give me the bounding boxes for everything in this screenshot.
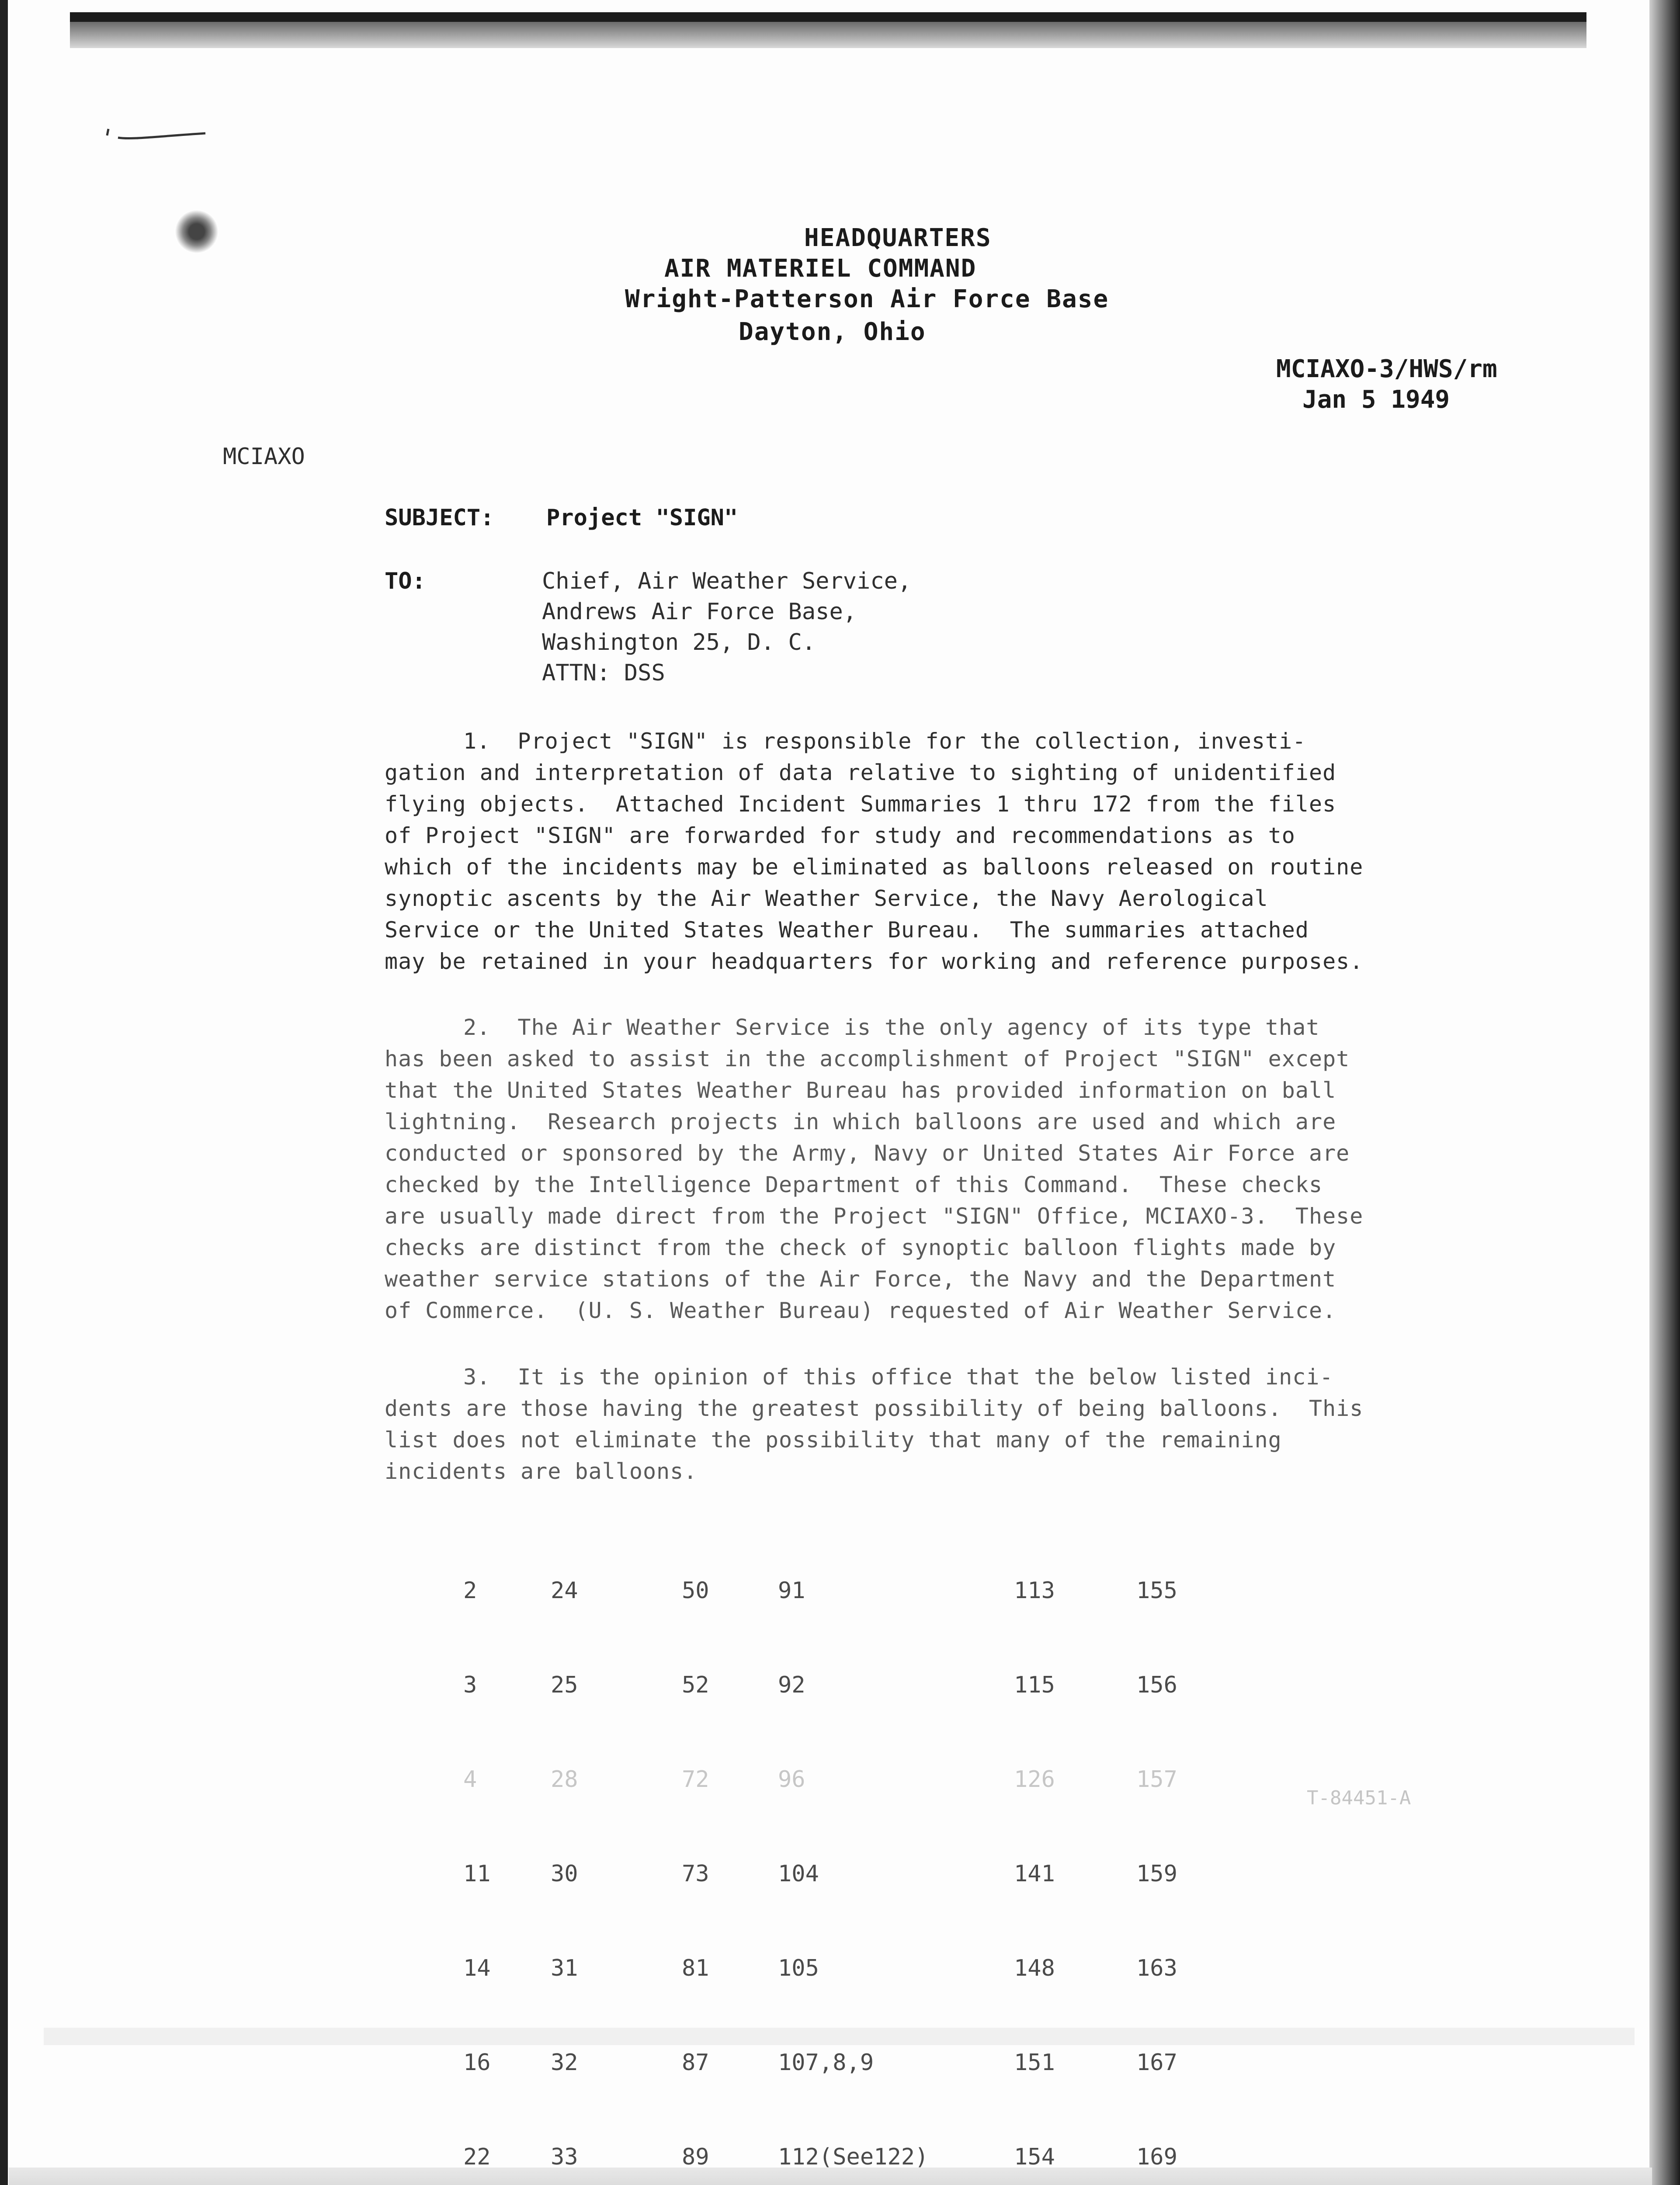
incident-number: 157 xyxy=(1136,1766,1177,1793)
to-line-4: ATTN: DSS xyxy=(542,660,665,686)
incident-number: 72 xyxy=(682,1766,709,1793)
incident-number: 30 xyxy=(551,1861,578,1887)
paragraph-2-line: has been asked to assist in the accomplishment of Project "SIGN" except xyxy=(385,1046,1350,1072)
incident-number: 3 xyxy=(463,1672,477,1698)
subject-label: SUBJECT: xyxy=(385,505,494,531)
scan-shadow-top xyxy=(70,22,1586,48)
incident-number: 105 xyxy=(778,1955,819,1981)
incident-number: 14 xyxy=(463,1955,491,1981)
paragraph-3-line: dents are those having the greatest possibility of being balloons. This xyxy=(385,1396,1364,1421)
scan-border-left xyxy=(0,0,8,2185)
to-label: TO: xyxy=(385,568,426,594)
paragraph-2-line: conducted or sponsored by the Army, Navy or United States Air Force are xyxy=(385,1141,1350,1166)
incident-number: 4 xyxy=(463,1766,477,1793)
incident-number: 167 xyxy=(1136,2050,1177,2076)
incident-number: 154 xyxy=(1014,2144,1055,2170)
incident-number: 33 xyxy=(551,2144,578,2170)
incident-number: 16 xyxy=(463,2050,491,2076)
incident-column-4 xyxy=(778,1512,928,2185)
incident-number: 52 xyxy=(682,1672,709,1698)
incident-number: 91 xyxy=(778,1578,805,1604)
paragraph-1-line: Service or the United States Weather Bureau. The summaries attached xyxy=(385,917,1309,943)
routing-symbol: MCIAXO xyxy=(223,444,305,470)
incident-number: 151 xyxy=(1014,2050,1055,2076)
paragraph-1-line: 1. Project "SIGN" is responsible for the collection, investi- xyxy=(463,728,1306,754)
letterhead-line-3: Wright-Patterson Air Force Base xyxy=(625,285,1109,313)
paragraph-2-line: lightning. Research projects in which balloons are used and which are xyxy=(385,1109,1336,1134)
incident-number: 169 xyxy=(1136,2144,1177,2170)
paragraph-1-line: flying objects. Attached Incident Summaries 1 thru 172 from the files xyxy=(385,791,1336,817)
incident-column-3 xyxy=(682,1512,736,2185)
incident-number: 92 xyxy=(778,1672,805,1698)
paragraph-3-line: 3. It is the opinion of this office that the below listed inci- xyxy=(463,1364,1333,1390)
incident-number: 89 xyxy=(682,2144,709,2170)
faded-file-number: T-84451-A xyxy=(1307,1787,1411,1809)
letterhead-line-4: Dayton, Ohio xyxy=(739,318,926,346)
incident-number: 113 xyxy=(1014,1578,1055,1604)
incident-number: 104 xyxy=(778,1861,819,1887)
paragraph-1-line: which of the incidents may be eliminated as balloons released on routine xyxy=(385,854,1364,880)
reference-symbol: MCIAXO-3/HWS/rm xyxy=(1276,355,1497,383)
incident-number: 115 xyxy=(1014,1672,1055,1698)
to-line-3: Washington 25, D. C. xyxy=(542,629,816,656)
paragraph-1-line: synoptic ascents by the Air Weather Service, the Navy Aerological xyxy=(385,886,1268,911)
incident-number: 31 xyxy=(551,1955,578,1981)
paragraph-2-line: checked by the Intelligence Department of this Command. These checks xyxy=(385,1172,1323,1197)
incident-number: 32 xyxy=(551,2050,578,2076)
paragraph-2-line: 2. The Air Weather Service is the only agency of its type that xyxy=(463,1015,1320,1040)
incident-number: 96 xyxy=(778,1766,805,1793)
incident-number: 156 xyxy=(1136,1672,1177,1698)
incident-number: 163 xyxy=(1136,1955,1177,1981)
paragraph-2-line: weather service stations of the Air Force, the Navy and the Department xyxy=(385,1266,1336,1292)
paragraph-3-line: list does not eliminate the possibility that many of the remaining xyxy=(385,1427,1282,1453)
incident-number: 28 xyxy=(551,1766,578,1793)
incident-number: 159 xyxy=(1136,1861,1177,1887)
pen-mark-icon xyxy=(105,127,210,144)
incident-number: 2 xyxy=(463,1578,477,1604)
subject-value: Project "SIGN" xyxy=(546,505,738,531)
paragraph-3-line: incidents are balloons. xyxy=(385,1459,698,1484)
incident-column-1 xyxy=(463,1512,518,2185)
paragraph-2-line: that the United States Weather Bureau has provided information on ball xyxy=(385,1078,1336,1103)
incident-number: 155 xyxy=(1136,1578,1177,1604)
incident-number: 73 xyxy=(682,1861,709,1887)
incident-number: 148 xyxy=(1014,1955,1055,1981)
letterhead-line-2: AIR MATERIEL COMMAND xyxy=(664,254,977,283)
incident-number: 11 xyxy=(463,1861,491,1887)
scan-border-top xyxy=(70,12,1586,22)
paragraph-1-line: of Project "SIGN" are forwarded for study and recommendations as to xyxy=(385,823,1295,848)
incident-number: 141 xyxy=(1014,1861,1055,1887)
paragraph-2-line: of Commerce. (U. S. Weather Bureau) requested of Air Weather Service. xyxy=(385,1298,1336,1323)
letterhead-line-1: HEADQUARTERS xyxy=(804,224,992,252)
incident-number: 22 xyxy=(463,2144,491,2170)
incident-number: 25 xyxy=(551,1672,578,1698)
to-line-2: Andrews Air Force Base, xyxy=(542,599,857,625)
incident-number: 126 xyxy=(1014,1766,1055,1793)
incident-number: 87 xyxy=(682,2050,709,2076)
to-line-1: Chief, Air Weather Service, xyxy=(542,568,912,594)
punch-hole-icon xyxy=(175,210,219,253)
incident-column-6 xyxy=(1136,1512,1191,2185)
paragraph-2-line: checks are distinct from the check of synoptic balloon flights made by xyxy=(385,1235,1336,1260)
incident-number: 50 xyxy=(682,1578,709,1604)
paragraph-2-line: are usually made direct from the Project "SIGN" Office, MCIAXO-3. These xyxy=(385,1203,1364,1229)
reference-date: Jan 5 1949 xyxy=(1302,385,1450,414)
incident-number: 112(See122) xyxy=(778,2144,929,2170)
paragraph-1-line: may be retained in your headquarters for working and reference purposes. xyxy=(385,949,1364,974)
incident-number: 107,8,9 xyxy=(778,2050,874,2076)
incident-number: 81 xyxy=(682,1955,709,1981)
incident-column-5 xyxy=(1014,1512,1069,2185)
paragraph-1-line: gation and interpretation of data relative to sighting of unidentified xyxy=(385,760,1336,785)
incident-column-2 xyxy=(551,1512,605,2185)
incident-number: 24 xyxy=(551,1578,578,1604)
scan-border-right xyxy=(1649,0,1680,2185)
